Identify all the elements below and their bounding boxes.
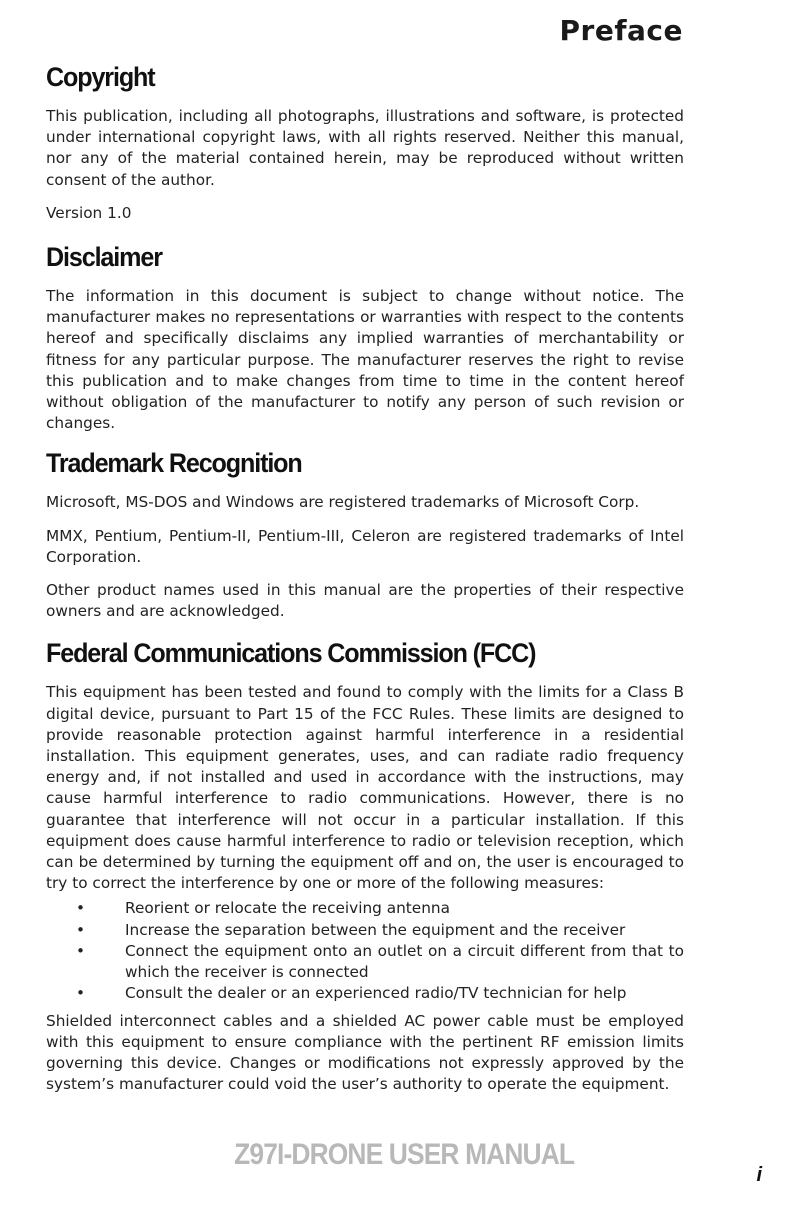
footer-manual-title-text: Z97I-DRONE USER MANUAL — [233, 1138, 574, 1171]
page-header-title: Preface — [559, 14, 683, 47]
list-item-text: Connect the equipment onto an outlet on a circuit different from that to which the receiver is connected — [125, 941, 684, 982]
list-item — [46, 941, 684, 983]
trademark-paragraph-others: Other product names used in this manual are the properties of their respective owners and are acknowledged. — [46, 581, 684, 621]
list-item — [46, 983, 684, 1004]
list-item — [46, 898, 684, 919]
fcc-intro-paragraph: This equipment has been tested and found to comply with the limits for a Class B digital device, pursuant to Part 15 of the FCC Rules. These limits are designed to provide reasonable protection against harmful interference in a residential installation. This equipment generates, uses, and can radiate radio frequency energy and, if not installed and used in accordance with the instructions, may cause harmful interference to radio communications. However, there is no guarantee that interference will not occur in a particular installation. If this equipment does cause harmful interference to radio or television reception, which can be determined by turning the equipment off and on, the user is encouraged to try to correct the interference by one or more of the following measures: — [46, 683, 684, 893]
copyright-paragraph: This publication, including all photographs, illustrations and software, is protected under international copyright laws, with all rights reserved. Neither this manual, nor any of the material contained herein, may be reproduced without written consent of the author. — [46, 107, 684, 189]
fcc-heading: Federal Communications Commission (FCC) — [46, 638, 536, 669]
fcc-measures-list — [46, 898, 684, 1004]
disclaimer-paragraph: The information in this document is subject to change without notice. The manufacturer makes no representations or warranties with respect to the contents hereof and specifically disclaims any implied warranties of merchantability or fitness for any particular purpose. The manufacturer reserves the right to revise this publication and to make changes from time to time in the content hereof without obligation of the manufacturer to notify any person of such revision or changes. — [46, 287, 684, 433]
trademark-paragraph-microsoft: Microsoft, MS-DOS and Windows are registered trademarks of Microsoft Corp. — [46, 493, 640, 512]
trademark-paragraph-intel: MMX, Pentium, Pentium-II, Pentium-III, Celeron are registered trademarks of Intel Corporation. — [46, 526, 684, 566]
version-text: Version 1.0 — [46, 203, 132, 222]
disclaimer-section — [46, 240, 684, 434]
copyright-heading: Copyright — [46, 62, 155, 92]
list-item-text: Consult the dealer or an experienced radio/TV technician for help — [125, 984, 627, 1003]
list-item-text: Increase the separation between the equipment and the receiver — [125, 920, 626, 939]
trademark-heading: Trademark Recognition — [46, 448, 302, 479]
list-item — [46, 920, 684, 941]
bullet-icon: • — [76, 984, 86, 1003]
list-item-text: Reorient or relocate the receiving antenna — [125, 899, 450, 918]
copyright-section — [46, 60, 684, 224]
fcc-closing-paragraph: Shielded interconnect cables and a shielded AC power cable must be employed with this equipment to ensure compliance with the pertinent RF emission limits governing this device. Changes or modifications not expressly approved by the system’s manufacturer could void the user’s authority to operate the equipment. — [46, 1011, 684, 1094]
bullet-icon: • — [76, 941, 86, 960]
bullet-icon: • — [76, 920, 86, 939]
footer-manual-title — [0, 1138, 808, 1172]
fcc-section — [46, 636, 684, 1095]
trademark-section — [46, 446, 684, 622]
disclaimer-heading: Disclaimer — [46, 242, 162, 273]
bullet-icon: • — [76, 899, 86, 918]
document-body — [46, 60, 684, 1107]
page-number: i — [756, 1164, 762, 1186]
